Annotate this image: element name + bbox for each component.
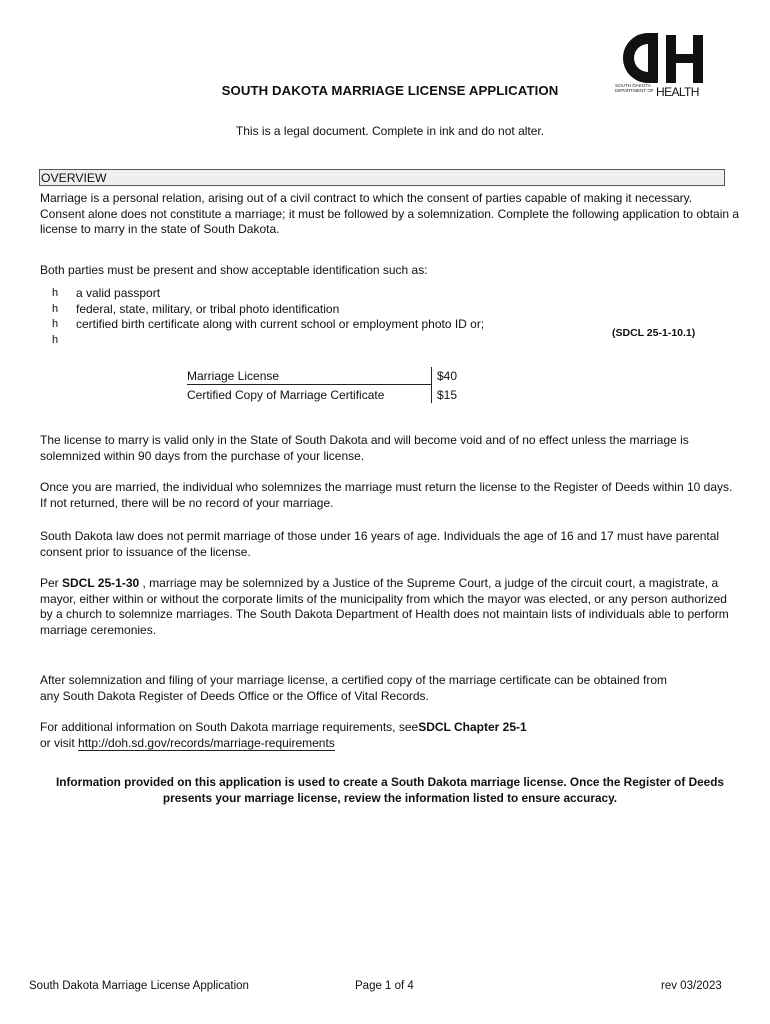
bullet-marker: h [52,318,59,331]
page-subtitle: This is a legal document. Complete in ink and do not alter. [235,124,545,138]
officiant-sdcl-reference: SDCL 25-1-30 [62,576,140,590]
overview-section-header [39,169,725,186]
logo-dh-mark [614,32,706,84]
fee-column-divider [431,367,432,403]
fee-label: Marriage License [187,369,280,383]
additional-info-paragraph [40,720,740,751]
age-paragraph: South Dakota law does not permit marriage of those under 16 years of age. Individuals the age of 16 and 17 must have parental consent prior to issuance of the license. [40,529,720,559]
bullet-marker: h [52,287,59,299]
overview-intro: Marriage is a personal relation, arising out of a civil contract to which the consent of parties capable of making it necessary. Consent alone does not constitute a marriage; it must be followed by a solemnization. Complete the following application to obtain a license to marry in the state of South Dakota. [40,191,740,237]
validity-paragraph: The license to marry is valid only in the State of South Dakota and will become void and of no effect unless the marriage is solemnized within 90 days from the purchase of your license. [40,433,689,463]
overview-heading: OVERVIEW [41,171,107,185]
officiant-text: , marriage may be solemnized by a Justice of the Supreme Court, a judge of the circuit court, a magistrate, a mayor, either within or without the corporate limits of the municipality from which the mayor was elected, or any person authorized by a church to solemnize marriages. The South Dakota Department of Health does not maintain lists of individuals able to perform marriage ceremonies. [40,576,729,637]
info-visit: or visit [40,735,79,750]
officiant-paragraph [40,576,730,638]
accuracy-notice: Information provided on this application is used to create a South Dakota marriage license. Once the Register of Deeds presents your marriage license, review the information listed to ensure accuracy. [56,775,724,805]
return-paragraph: Once you are married, the individual who solemnizes the marriage must return the license to the Register of Deeds within 10 days. If not returned, there will be no record of your marriage. [40,480,733,510]
info-sdcl-chapter: SDCL Chapter 25-1 [418,720,527,734]
info-prefix: For additional information on South Dakota marriage requirements, see [40,720,419,734]
fee-table [187,367,462,405]
footer-document-name: South Dakota Marriage License Application [29,980,249,992]
certified-copy-paragraph: After solemnization and filing of your marriage license, a certified copy of the marriage certificate can be obtained from any South Dakota Register of Deeds Office or the Office of Vital Records. [40,673,667,703]
fee-row [187,367,462,385]
identification-lead: Both parties must be present and show acceptable identification such as: [40,263,428,277]
page-title: SOUTH DAKOTA MARRIAGE LICENSE APPLICATION [221,83,559,98]
logo-state-text: SOUTH DAKOTA DEPARTMENT OF [615,83,654,93]
sdcl-reference: (SDCL 25-1-10.1) [612,327,696,339]
bullet-marker: h [52,302,59,315]
fee-label: Certified Copy of Marriage Certificate [187,388,385,402]
officiant-prefix: Per [40,576,63,590]
bullet-marker: h [52,333,59,346]
marriage-requirements-link[interactable]: http://doh.sd.gov/records/marriage-requirements [78,735,335,750]
footer-page-number: Page 1 of 4 [355,980,414,992]
fee-divider [187,384,431,385]
fee-row [187,386,462,404]
list-item-text: certified birth certificate along with current school or employment photo ID or; [76,317,485,332]
footer-revision: rev 03/2023 [661,980,722,992]
list-item-text: federal, state, military, or tribal photo identification [76,301,340,316]
list-item-text: a valid passport [76,286,161,300]
logo-health-word: HEALTH [656,85,699,99]
fee-price: $40 [437,369,458,383]
fee-price: $15 [437,388,458,402]
